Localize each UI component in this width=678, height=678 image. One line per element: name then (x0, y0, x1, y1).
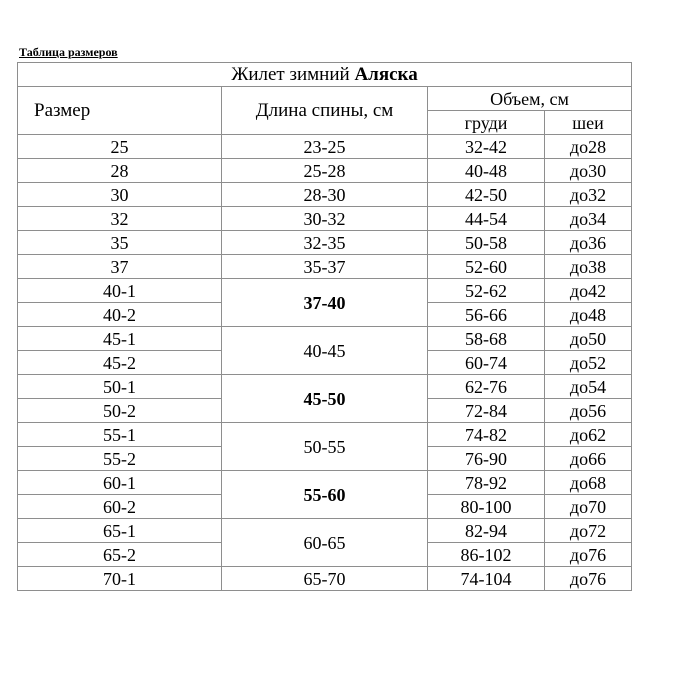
cell-length: 40-45 (222, 327, 428, 375)
cell-chest: 62-76 (428, 375, 545, 399)
cell-size: 37 (18, 255, 222, 279)
cell-size: 70-1 (18, 567, 222, 591)
cell-chest: 72-84 (428, 399, 545, 423)
table-row (18, 471, 632, 495)
cell-size: 25 (18, 135, 222, 159)
cell-neck: до42 (545, 279, 632, 303)
header-row (18, 87, 632, 111)
cell-length: 50-55 (222, 423, 428, 471)
cell-neck: до56 (545, 399, 632, 423)
cell-neck: до50 (545, 327, 632, 351)
cell-chest: 56-66 (428, 303, 545, 327)
header-volume: Объем, см (428, 87, 632, 111)
cell-size: 32 (18, 207, 222, 231)
cell-neck: до72 (545, 519, 632, 543)
cell-chest: 60-74 (428, 351, 545, 375)
cell-neck: до34 (545, 207, 632, 231)
cell-size: 40-1 (18, 279, 222, 303)
cell-chest: 40-48 (428, 159, 545, 183)
table-row (18, 327, 632, 351)
table-title (18, 63, 632, 87)
cell-chest: 86-102 (428, 543, 545, 567)
table-row (18, 423, 632, 447)
cell-chest: 52-60 (428, 255, 545, 279)
cell-neck: до66 (545, 447, 632, 471)
table-caption: Таблица размеров (19, 45, 118, 59)
cell-size: 60-1 (18, 471, 222, 495)
table-row (18, 207, 632, 231)
cell-chest: 76-90 (428, 447, 545, 471)
cell-size: 55-1 (18, 423, 222, 447)
table-row (18, 159, 632, 183)
cell-neck: до52 (545, 351, 632, 375)
header-back-length: Длина спины, см (222, 87, 428, 135)
cell-size: 45-2 (18, 351, 222, 375)
cell-chest: 74-82 (428, 423, 545, 447)
cell-size: 30 (18, 183, 222, 207)
cell-chest: 82-94 (428, 519, 545, 543)
cell-neck: до54 (545, 375, 632, 399)
header-size: Размер (18, 87, 222, 135)
cell-size: 65-2 (18, 543, 222, 567)
cell-size: 50-1 (18, 375, 222, 399)
cell-neck: до30 (545, 159, 632, 183)
table-row (18, 375, 632, 399)
cell-chest: 78-92 (428, 471, 545, 495)
cell-length: 37-40 (222, 279, 428, 327)
table-row (18, 519, 632, 543)
cell-length: 28-30 (222, 183, 428, 207)
header-neck: шеи (545, 111, 632, 135)
header-chest: груди (428, 111, 545, 135)
table-row (18, 135, 632, 159)
cell-length: 23-25 (222, 135, 428, 159)
cell-size: 55-2 (18, 447, 222, 471)
table-row (18, 567, 632, 591)
title-prefix: Жилет зимний (231, 63, 355, 85)
cell-size: 45-1 (18, 327, 222, 351)
cell-neck: до28 (545, 135, 632, 159)
table-row (18, 279, 632, 303)
cell-length: 55-60 (222, 471, 428, 519)
cell-chest: 42-50 (428, 183, 545, 207)
cell-chest: 50-58 (428, 231, 545, 255)
table-row (18, 231, 632, 255)
cell-chest: 32-42 (428, 135, 545, 159)
cell-neck: до36 (545, 231, 632, 255)
cell-length: 65-70 (222, 567, 428, 591)
cell-neck: до76 (545, 567, 632, 591)
cell-neck: до68 (545, 471, 632, 495)
cell-size: 40-2 (18, 303, 222, 327)
cell-neck: до70 (545, 495, 632, 519)
cell-size: 28 (18, 159, 222, 183)
cell-size: 35 (18, 231, 222, 255)
cell-length: 35-37 (222, 255, 428, 279)
cell-neck: до62 (545, 423, 632, 447)
cell-length: 45-50 (222, 375, 428, 423)
cell-length: 60-65 (222, 519, 428, 567)
cell-size: 65-1 (18, 519, 222, 543)
cell-chest: 74-104 (428, 567, 545, 591)
cell-chest: 52-62 (428, 279, 545, 303)
cell-length: 30-32 (222, 207, 428, 231)
cell-neck: до38 (545, 255, 632, 279)
cell-chest: 80-100 (428, 495, 545, 519)
cell-neck: до76 (545, 543, 632, 567)
cell-length: 25-28 (222, 159, 428, 183)
title-product-name: Аляска (354, 63, 418, 85)
cell-chest: 58-68 (428, 327, 545, 351)
size-table (17, 62, 632, 591)
table-row (18, 255, 632, 279)
cell-size: 60-2 (18, 495, 222, 519)
title-row (18, 63, 632, 87)
cell-neck: до32 (545, 183, 632, 207)
cell-size: 50-2 (18, 399, 222, 423)
table-row (18, 183, 632, 207)
cell-length: 32-35 (222, 231, 428, 255)
cell-neck: до48 (545, 303, 632, 327)
cell-chest: 44-54 (428, 207, 545, 231)
